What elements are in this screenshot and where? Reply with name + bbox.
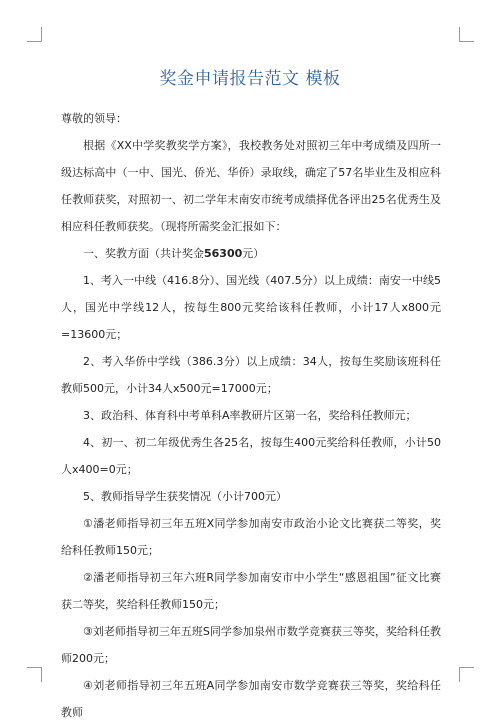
section-heading-text: 一、奖教方面（共计奖金 bbox=[83, 247, 204, 260]
crop-mark-top-left bbox=[27, 27, 42, 42]
document-title: 奖金申请报告范文 模板 bbox=[159, 69, 341, 89]
greeting: 尊敬的领导： bbox=[61, 112, 127, 125]
total-amount-suffix: 元） bbox=[242, 247, 265, 260]
total-amount: 56300 bbox=[204, 247, 243, 260]
paragraph-award-4: ④刘老师指导初三年五班A同学参加南安市数学竞赛获三等奖，奖给科任教师 bbox=[61, 679, 441, 719]
paragraph-item-2: 2、考入华侨中学线（386.3分）以上成绩：34人，按每生奖励该班科任教师500元，小计34人x500元=17000元； bbox=[61, 355, 441, 395]
paragraph-award-1: ①潘老师指导初三年五班X同学参加南安市政治小论文比赛获二等奖，奖给科任教师150元； bbox=[61, 517, 441, 557]
section-heading-rewards bbox=[61, 240, 441, 267]
paragraph-item-4: 4、初一、初二年级优秀生各25名，按每生400元奖给科任教师，小计50人x400=0元； bbox=[61, 436, 441, 476]
crop-mark-top-right bbox=[459, 27, 474, 42]
crop-mark-bottom-right bbox=[459, 667, 474, 682]
crop-mark-bottom-left bbox=[27, 667, 42, 682]
document-body bbox=[61, 105, 441, 726]
paragraph-item-1: 1、考入一中线（416.8分）、国光线（407.5分）以上成绩：南安一中线5人，国光中学线12人，按每生800元奖给该科任教师，小计17人x800元=13600元； bbox=[61, 274, 441, 341]
paragraph-item-3: 3、政治科、体育科中考单科A率教研片区第一名，奖给科任教师元； bbox=[83, 409, 417, 422]
paragraph-intro: 根据《XX中学奖教奖学方案》，我校教务处对照初三年中考成绩及四所一级达标高中（一中、国光、侨光、华侨）录取线，确定了57名毕业生及相应科任教师获奖，对照初一、初二学年末南安市统考成绩择优各评出25名优秀生及相应科任教师获奖。（现将所需奖金汇报如下： bbox=[61, 139, 441, 233]
paragraph-item-5: 5、教师指导学生获奖情况（小计700元） bbox=[83, 490, 287, 503]
paragraph-award-3: ③刘老师指导初三年五班S同学参加泉州市数学竞赛获三等奖，奖给科任教师200元； bbox=[61, 625, 441, 665]
paragraph-award-2: ②潘老师指导初三年六班R同学参加南安市中小学生“感恩祖国”征文比赛获二等奖，奖给科任教师150元； bbox=[61, 571, 441, 611]
